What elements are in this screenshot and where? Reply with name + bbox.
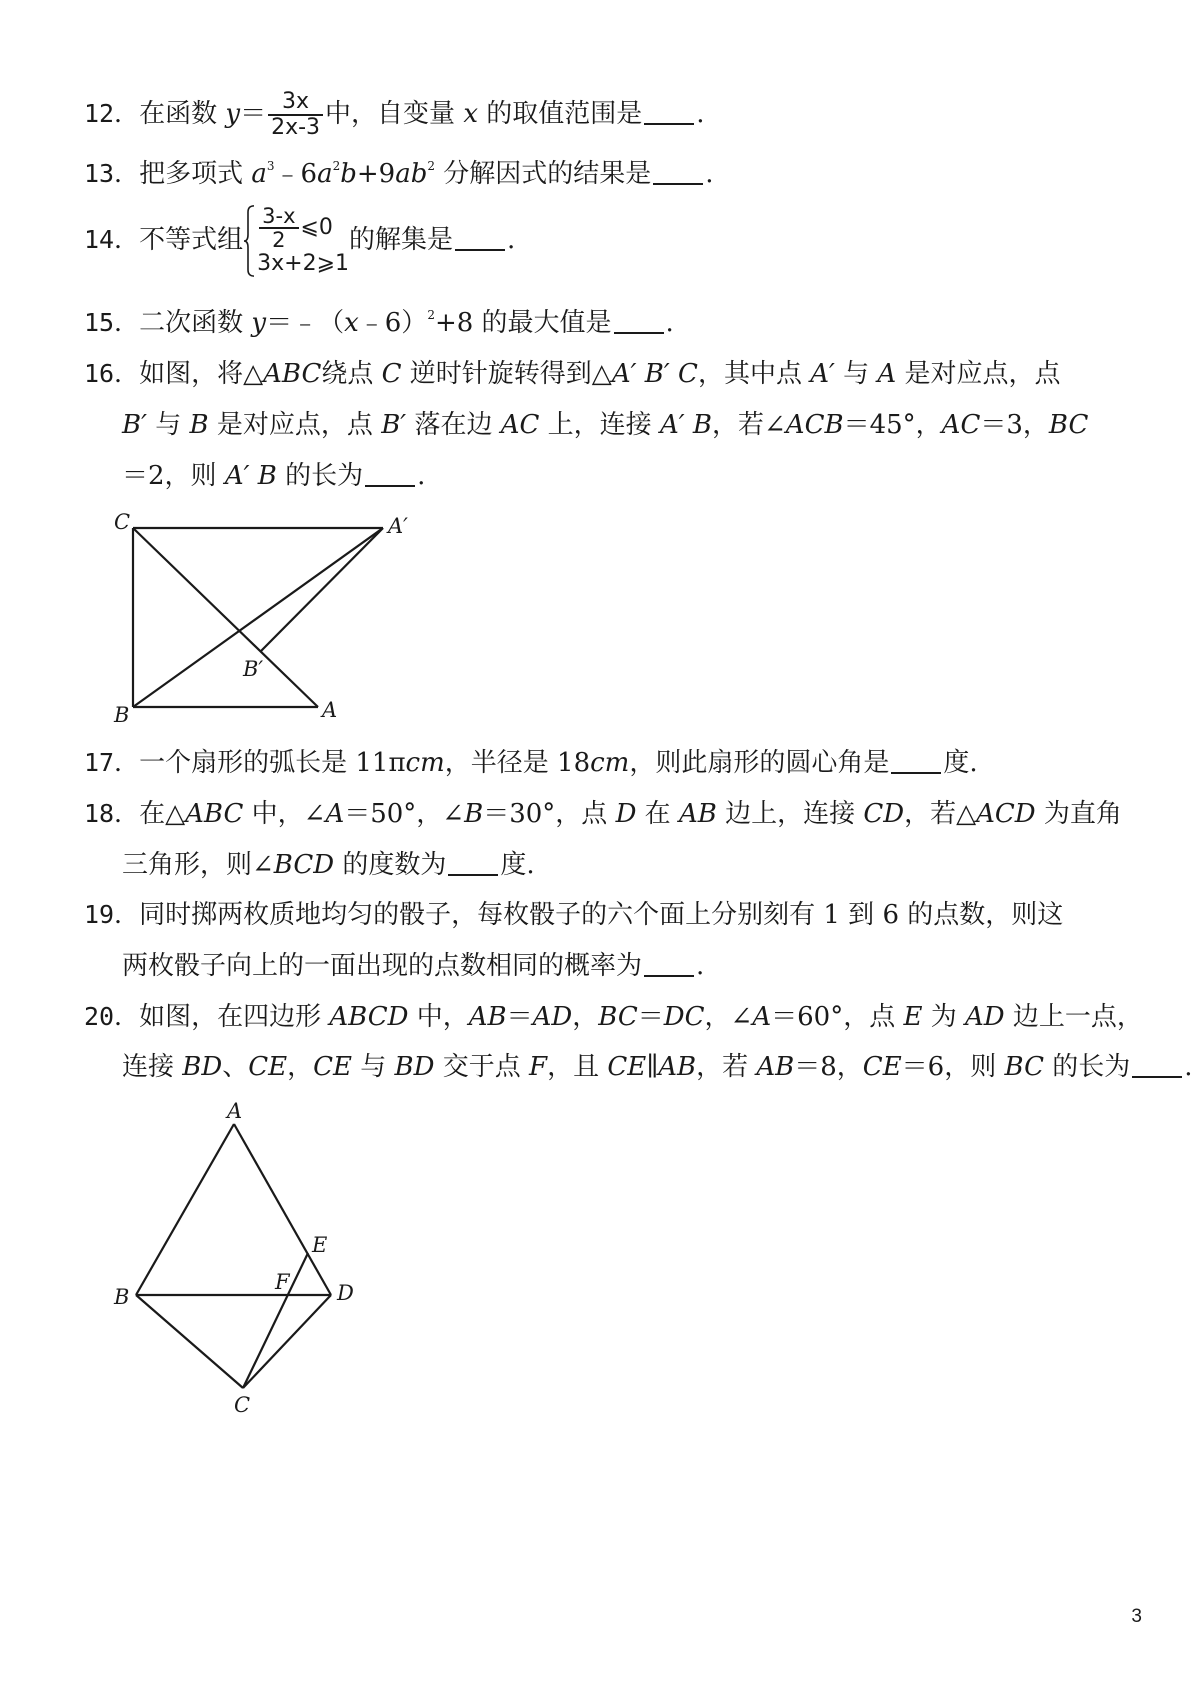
question-number: 18． — [84, 799, 140, 828]
label-E: E — [312, 1233, 328, 1257]
page-number: 3 — [1131, 1606, 1142, 1627]
question-20-line-2: 连接 BD、CE，CE 与 BD 交于点 F，且 CE∥AB，若 AB＝8，CE＝6，则 BC 的长为 . — [122, 1052, 1193, 1082]
question-number: 16． — [84, 359, 140, 388]
question-12: 12．在函数 y＝ $\frac{3x}{2x-3}$ 中，自变量 x 的取值范围是 . — [84, 89, 705, 140]
question-19: 19．同时掷两枚质地均匀的骰子，每枚骰子的六个面上分别刻有 1 到 6 的点数，则这 — [84, 900, 1064, 930]
question-18-line-2: 三角形，则∠BCD 的度数为 度. — [122, 850, 535, 880]
fraction: $\frac{3x}{2x-3}$ — [268, 90, 323, 140]
answer-blank — [653, 163, 703, 185]
label-D: D — [337, 1281, 354, 1305]
question-number: 15． — [84, 308, 140, 337]
answer-blank — [365, 465, 415, 487]
question-18: 18．在△ABC 中，∠A＝50°，∠B＝30°，点 D 在 AB 边上，连接 CD，若△ACD 为直角 — [84, 799, 1122, 829]
question-19-line-2: 两枚骰子向上的一面出现的点数相同的概率为 . — [122, 951, 705, 981]
label-A: A — [322, 698, 338, 722]
brace-icon — [243, 205, 255, 277]
answer-blank — [644, 955, 694, 977]
question-16: 16．如图，将△ABC绕点 C 逆时针旋转得到△A′ B′ C，其中点 A′ 与 A 是对应点，点 — [84, 359, 1061, 389]
question-20: 20．如图，在四边形 ABCD 中，AB＝AD，BC＝DC，∠A＝60°，点 E 为 AD 边上一点， — [84, 1002, 1143, 1032]
segment-B-prime-A-prime — [261, 528, 383, 651]
question-number: 19． — [84, 900, 140, 929]
label-B: B — [114, 703, 130, 727]
question-16-line-2: B′ 与 B 是对应点，点 B′ 落在边 AC 上，连接 A′ B，若∠ACB＝45°，AC＝3，BC — [122, 410, 1089, 440]
label-B: B — [114, 1285, 130, 1309]
answer-blank — [1132, 1056, 1182, 1078]
segment-DC — [243, 1295, 331, 1388]
question-14: 14．不等式组 $\frac{3-x}{2}$ ⩽0 3x+2⩾1 的解集是 . — [84, 204, 516, 276]
segment-BC — [136, 1295, 243, 1388]
segment-AB — [136, 1124, 234, 1295]
answer-blank — [644, 103, 694, 125]
answer-blank — [891, 752, 941, 774]
segment-CA — [133, 528, 318, 707]
label-B-prime: B′ — [243, 657, 264, 681]
answer-blank — [614, 312, 664, 334]
question-15: 15．二次函数 y＝﹣（x﹣6）$^2$+8 的最大值是 . — [84, 308, 674, 338]
question-number: 14． — [84, 225, 140, 254]
question-number: 12． — [84, 99, 140, 128]
answer-blank — [455, 229, 505, 251]
question-16-line-3: ＝2，则 A′ B 的长为 . — [122, 461, 426, 491]
question-13: 13．把多项式 $a^3﹣6a^2b+9ab^2$ 分解因式的结果是 . — [84, 159, 714, 189]
question-17: 17．一个扇形的弧长是 11πcm，半径是 18cm，则此扇形的圆心角是 度. — [84, 748, 978, 778]
inequality-system: $\frac{3-x}{2}$ ⩽0 3x+2⩾1 — [243, 205, 349, 277]
label-A-prime: A′ — [388, 514, 408, 538]
label-C: C — [234, 1393, 251, 1417]
question-number: 20． — [84, 1002, 140, 1031]
question-number: 17． — [84, 748, 140, 777]
label-C: C — [114, 510, 131, 534]
question-number: 13． — [84, 159, 140, 188]
label-A: A — [227, 1099, 243, 1123]
figure-20 — [100, 1090, 400, 1430]
answer-blank — [448, 854, 498, 876]
label-F: F — [275, 1270, 290, 1294]
